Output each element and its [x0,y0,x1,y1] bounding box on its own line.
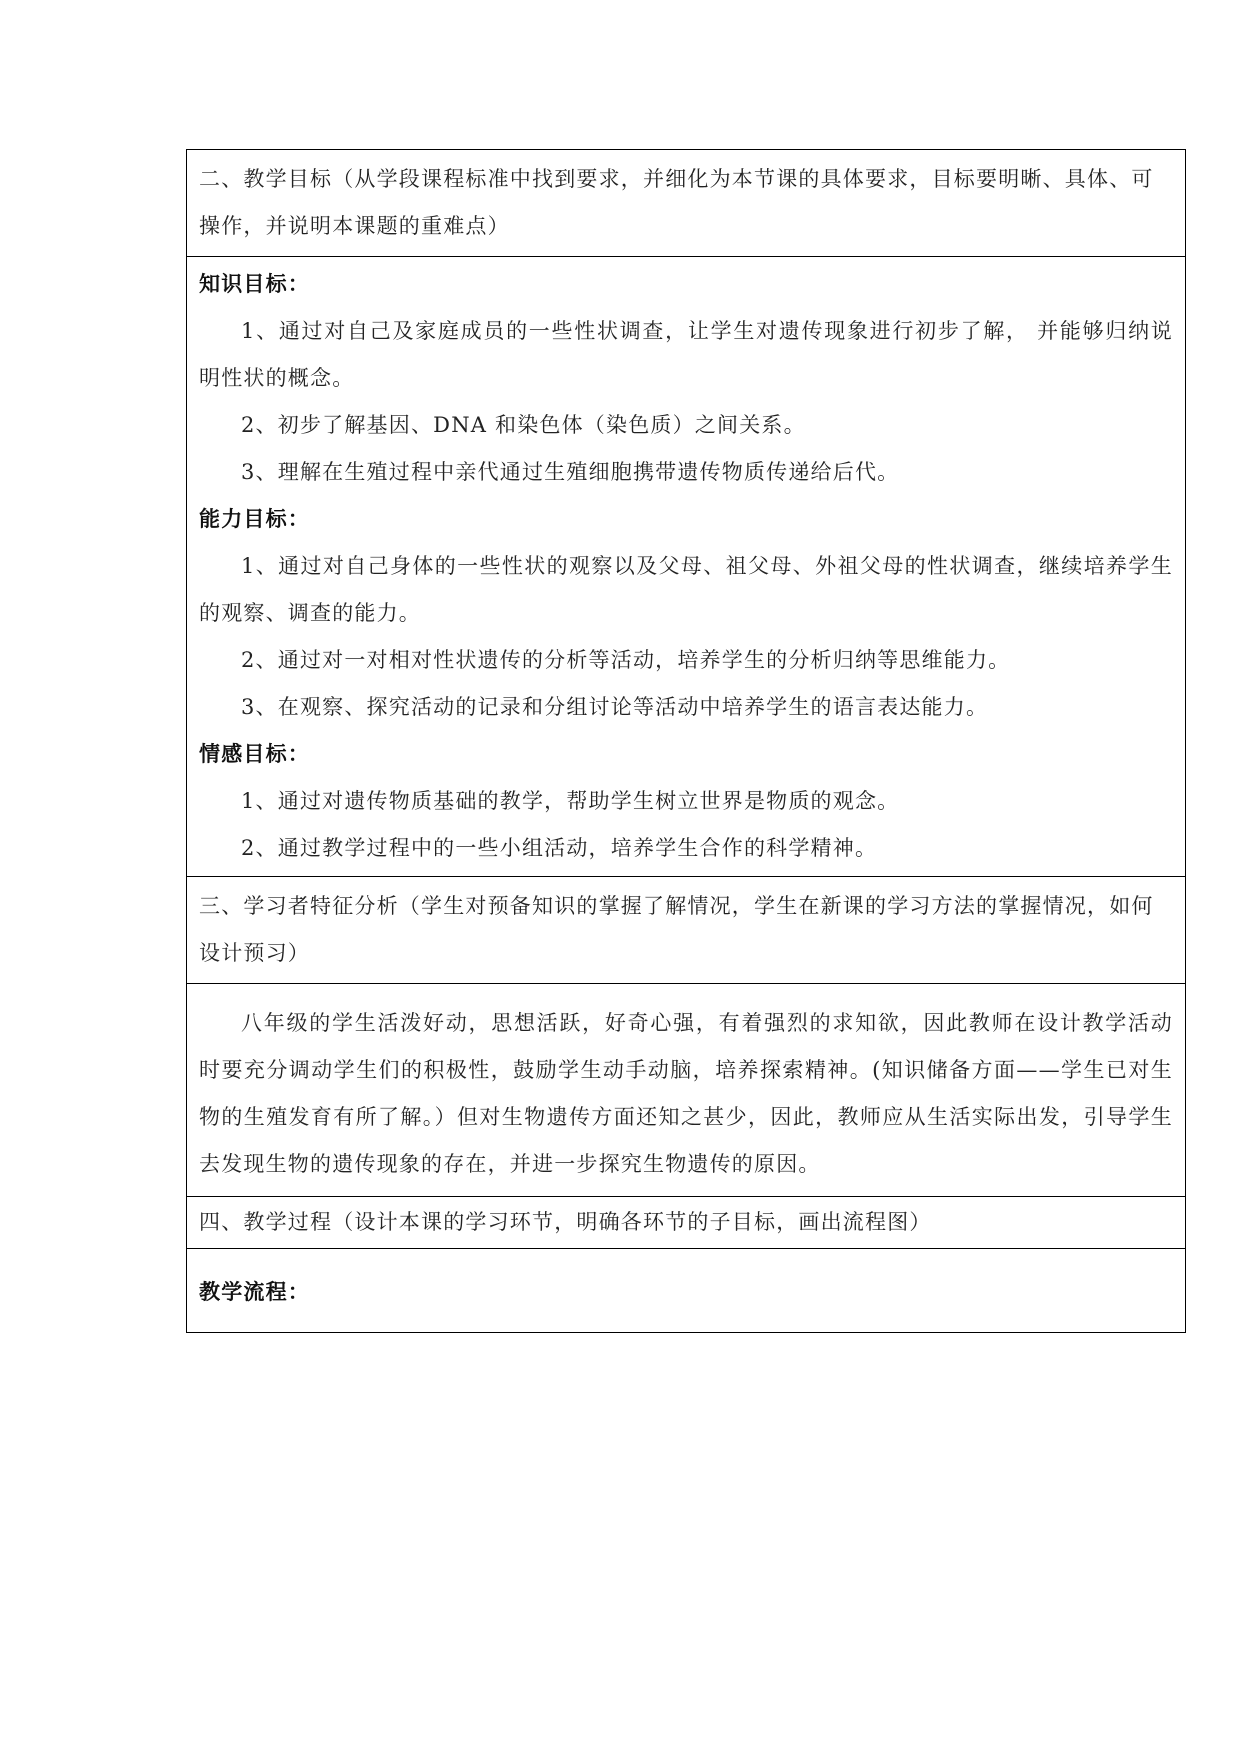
objectives-cell [187,257,1186,877]
emotion-objectives-title: 情感目标： [199,742,310,766]
learner-analysis-text: 八年级的学生活泼好动，思想活跃，好奇心强，有着强烈的求知欲，因此教师在设计教学活动时要充分调动学生们的积极性，鼓励学生动手动脑，培养探索精神。(知识储备方面——学生已对生物的生殖发育有所了解。）但对生物遗传方面还知之甚少，因此，教师应从生活实际出发，引导学生去发现生物的遗传现象的存在，并进一步探究生物遗传的原因。 [199,1011,1173,1176]
knowledge-objective-item: 2、初步了解基因、DNA 和染色体（染色质）之间关系。 [241,413,806,437]
section2-heading: 二、教学目标（从学段课程标准中找到要求，并细化为本节课的具体要求，目标要明晰、具体、可操作，并说明本课题的重难点） [187,150,1186,257]
objectives-row [187,257,1186,877]
ability-objective-item: 2、通过对一对相对性状遗传的分析等活动，培养学生的分析归纳等思维能力。 [241,648,1011,672]
ability-objectives-title: 能力目标： [199,507,310,531]
emotion-objective-item: 2、通过教学过程中的一些小组活动，培养学生合作的科学精神。 [241,836,878,860]
ability-objective-item: 3、在观察、探究活动的记录和分组讨论等活动中培养学生的语言表达能力。 [241,695,989,719]
ability-objective-item: 1、通过对自己身体的一些性状的观察以及父母、祖父母、外祖父母的性状调查，继续培养学生的观察、调查的能力。 [199,554,1173,625]
emotion-objective-item: 1、通过对遗传物质基础的教学，帮助学生树立世界是物质的观念。 [241,789,900,813]
teaching-flow-cell [187,1249,1186,1333]
section3-heading-row [187,877,1186,984]
section4-heading: 四、教学过程（设计本课的学习环节，明确各环节的子目标，画出流程图） [187,1197,1186,1249]
teaching-flow-row [187,1249,1186,1333]
section3-heading: 三、学习者特征分析（学生对预备知识的掌握了解情况，学生在新课的学习方法的掌握情况，如何设计预习） [187,877,1186,984]
knowledge-objective-item: 1、通过对自己及家庭成员的一些性状调查，让学生对遗传现象进行初步了解， 并能够归纳说明性状的概念。 [199,319,1173,390]
lesson-plan-table [186,149,1186,1333]
learner-analysis-row [187,984,1186,1197]
teaching-flow-title: 教学流程： [199,1280,310,1304]
knowledge-objectives-title: 知识目标： [199,272,310,296]
knowledge-objective-item: 3、理解在生殖过程中亲代通过生殖细胞携带遗传物质传递给后代。 [241,460,900,484]
section2-heading-row [187,150,1186,257]
learner-analysis-cell [187,984,1186,1197]
section4-heading-row [187,1197,1186,1249]
